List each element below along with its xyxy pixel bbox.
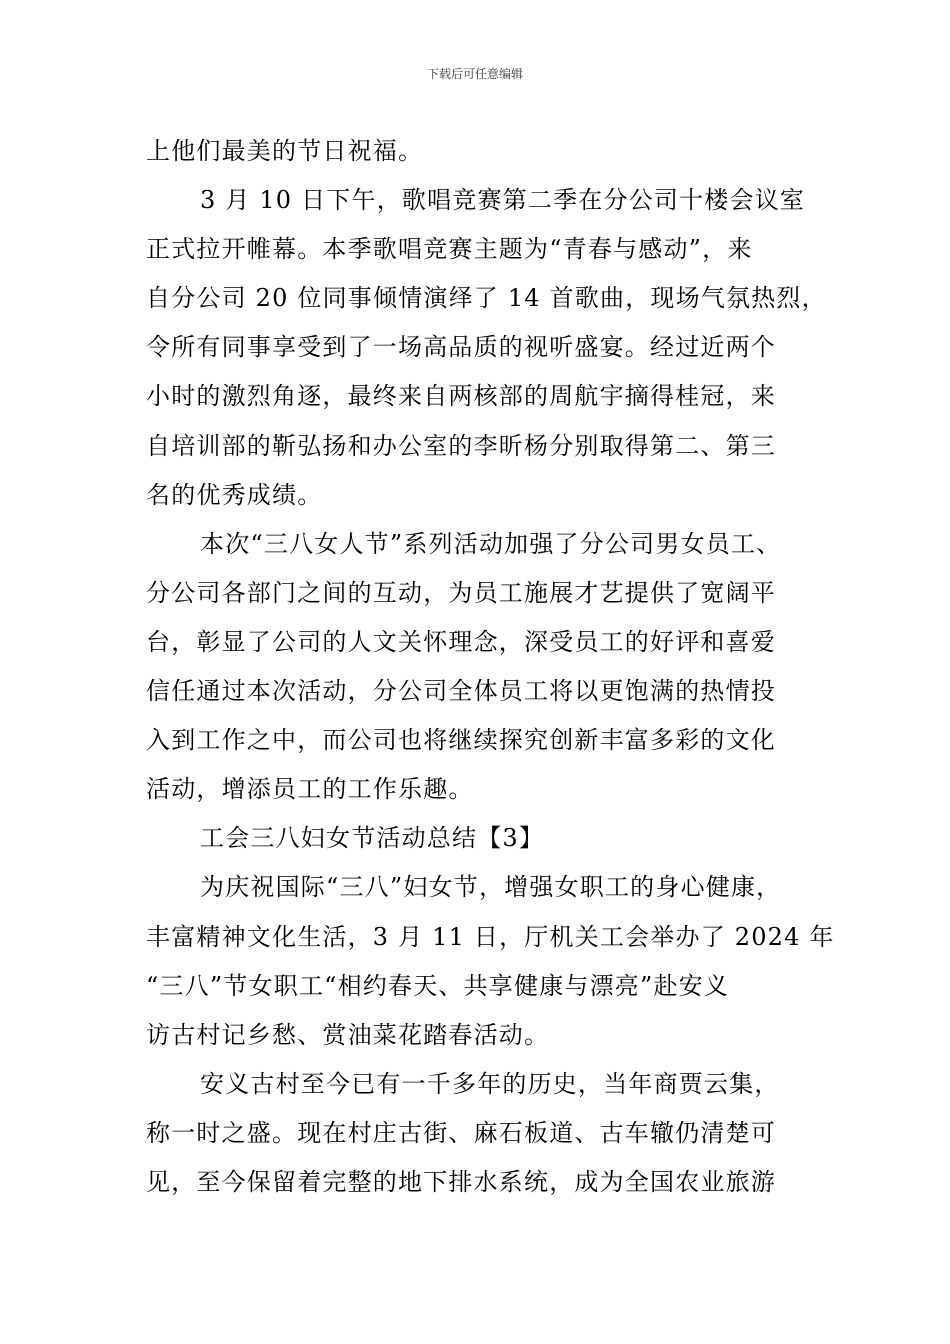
page-header: 下载后可任意编辑 [426, 67, 523, 81]
text-line: 访古村记乡愁、赏油菜花踏春活动。 [146, 1020, 550, 1049]
text-line: 称一时之盛。现在村庄古街、麻石板道、古车辙仍清楚可 [146, 1118, 776, 1147]
document-body [146, 127, 835, 1207]
text-line: 活动，增添员工的工作乐趣。 [146, 775, 474, 804]
text-line: 自分公司 20 位同事倾情演绎了 14 首歌曲，现场气氛热烈， [146, 284, 827, 313]
text-line: 正式拉开帷幕。本季歌唱竞赛主题为“青春与感动”，来 [146, 235, 753, 264]
text-line: 自培训部的靳弘扬和办公室的李昕杨分别取得第二、第三 [146, 431, 776, 460]
text-line: 入到工作之中，而公司也将继续探究创新丰富多彩的文化 [146, 726, 776, 755]
text-line: 本次“三八女人节”系列活动加强了分公司男女员工、 [200, 529, 782, 558]
text-line: 安义古村至今已有一千多年的历史，当年商贾云集， [200, 1069, 780, 1098]
text-line: 丰富精神文化生活，3 月 11 日，厅机关工会举办了 2024 年 [146, 922, 835, 951]
text-line: 名的优秀成绩。 [146, 480, 323, 509]
text-line: 台，彰显了公司的人文关怀理念，深受员工的好评和喜爱 [146, 627, 776, 656]
text-line: “三八”节女职工“相约春天、共享健康与漂亮”赴安义 [146, 971, 730, 1000]
text-line: 令所有同事享受到了一场高品质的视听盛宴。经过近两个 [146, 333, 776, 362]
text-line: 3 月 10 日下午，歌唱竞赛第二季在分公司十楼会议室 [200, 186, 806, 215]
text-line: 小时的激烈角逐，最终来自两核部的周航宇摘得桂冠，来 [146, 382, 776, 411]
text-line: 工会三八妇女节活动总结【3】 [200, 824, 545, 853]
text-line: 分公司各部门之间的互动，为员工施展才艺提供了宽阔平 [146, 578, 776, 607]
text-line: 见，至今保留着完整的地下排水系统，成为全国农业旅游 [146, 1167, 776, 1196]
text-line: 为庆祝国际“三八”妇女节，增强女职工的身心健康， [200, 873, 782, 902]
text-line: 信任通过本次活动，分公司全体员工将以更饱满的热情投 [146, 677, 776, 706]
text-line: 上他们最美的节日祝福。 [146, 137, 424, 165]
